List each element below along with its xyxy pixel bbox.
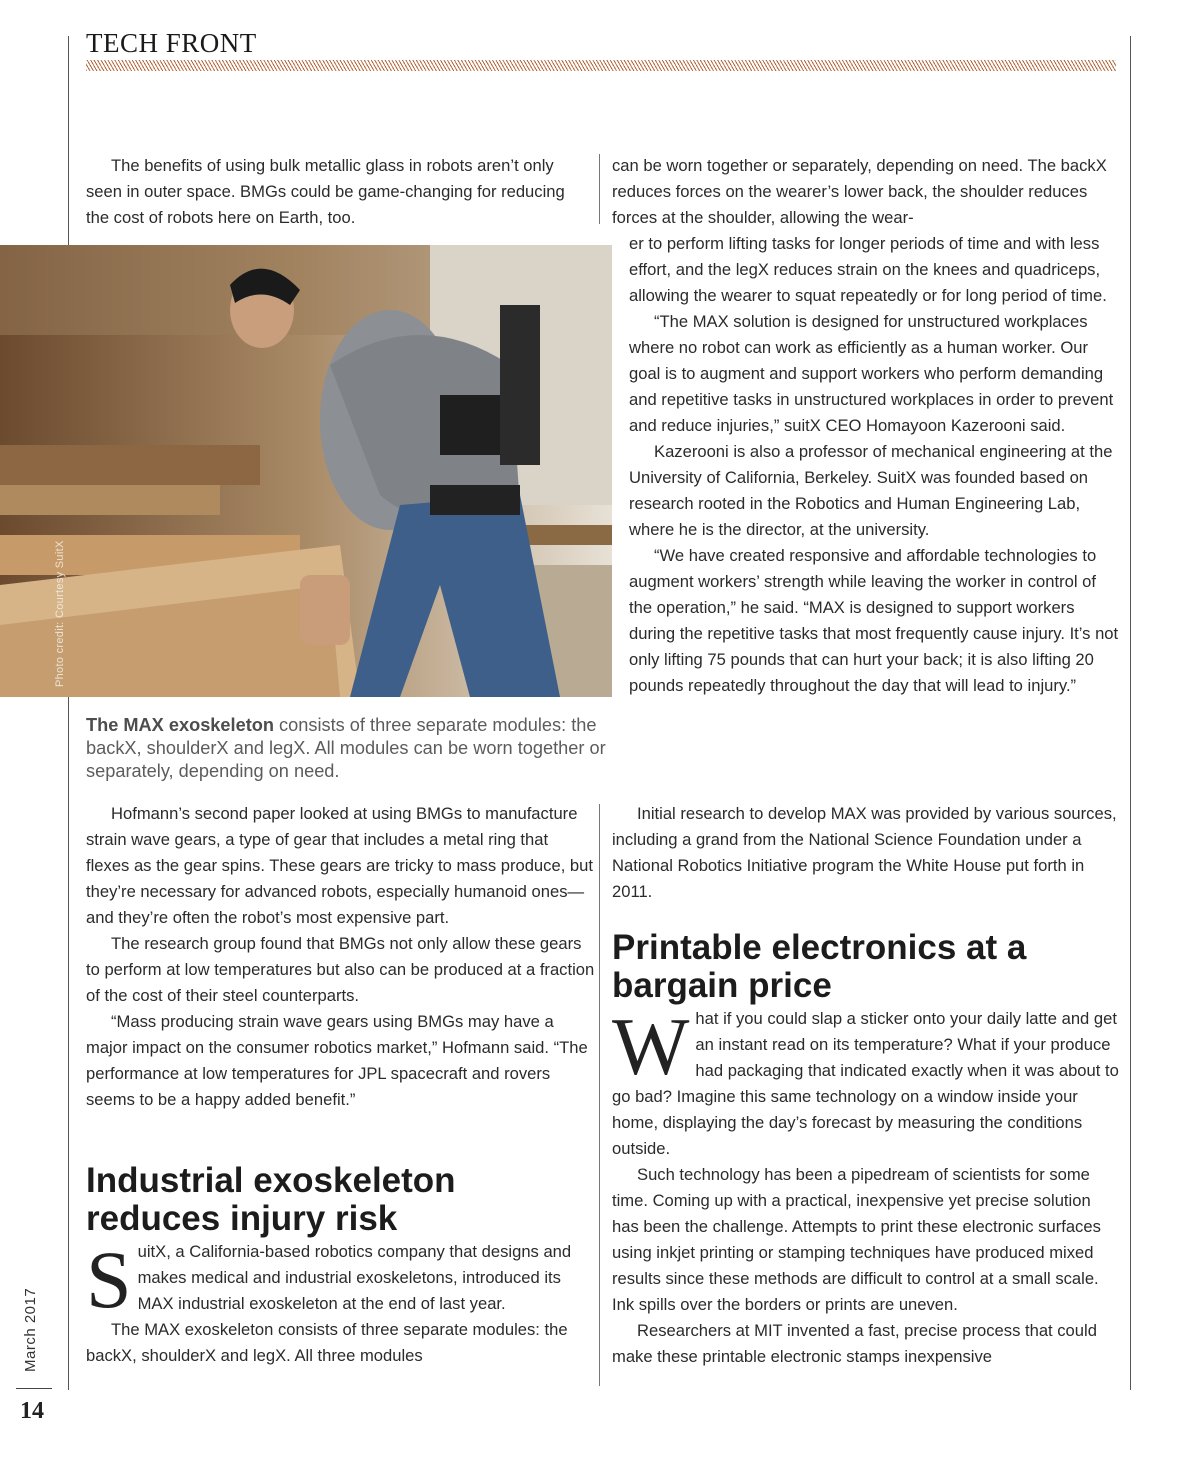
paragraph-text: uitX, a California-based robotics company that designs and makes medical and industrial exoskeletons, introduced its MAX industrial exoskeleton at the end of last year. — [137, 1242, 572, 1313]
electronics-heading: Printable electronics at a bargain price — [612, 928, 1027, 1005]
left-intro — [86, 153, 592, 231]
paragraph: can be worn together or separately, depending on need. The backX reduces forces on the wearer’s lower back, the shoulder reduces forces at the shoulder, allowing the wear- — [612, 156, 1107, 227]
page-number-rule — [16, 1388, 52, 1389]
right-margin-rule — [1130, 36, 1131, 1390]
paragraph: Initial research to develop MAX was provided by various sources, including a grand from the National Science Foundation under a National Robotics Initiative program the White House put forth in 2011. — [612, 804, 1117, 901]
left-margin-rule — [68, 36, 69, 1390]
left-body — [86, 801, 596, 1113]
caption-text: consists of three separate modules: the backX, shoulderX and legX. All modules can be worn together or separately, depending on need. — [86, 715, 606, 781]
paragraph: The research group found that BMGs not only allow these gears to perform at low temperatures but also can be produced at a fraction of the cost of their steel counterparts. — [86, 934, 595, 1005]
right-article — [612, 1001, 1120, 1370]
column-divider — [599, 804, 600, 1386]
paragraph: “We have created responsive and affordable technologies to augment workers’ strength while leaving the worker in control of the operation,” he said. “MAX is designed to support workers during the repetitive tasks that most frequently cause injury. It’s not only lifting 75 pounds that can hurt your back; it is also lifting 20 pounds repeatedly throughout the day that will lead to injury.” — [629, 546, 1119, 695]
paragraph: Kazerooni is also a professor of mechanical engineering at the University of California, Berkeley. SuitX was founded based on research rooted in the Robotics and Human Engineering Lab, where he is the director, at the university. — [629, 442, 1113, 539]
section-title: TECH FRONT — [86, 28, 257, 58]
photo-illustration — [0, 245, 612, 697]
drop-cap-paragraph — [612, 1001, 1120, 1162]
drop-cap: S — [86, 1234, 132, 1325]
paragraph: “The MAX solution is designed for unstructured workplaces where no robot can work as efficiently as a human worker. Our goal is to augment and support workers who perform demanding and repetitive tasks in unstructured workplaces in order to prevent and reduce injuries,” suitX CEO Homayoon Kazerooni said. — [629, 312, 1114, 435]
drop-cap-paragraph — [86, 1234, 592, 1325]
right-mid — [629, 231, 1120, 699]
left-article — [86, 1234, 592, 1369]
photo-credit: Photo credit: Courtesy SuitX — [54, 540, 66, 687]
paragraph-text: hat if you could slap a sticker onto your daily latte and get an instant read on its temperature? What if your produce had packaging that indicated exactly when it was about to go bad? Imagine this same technology on a window inside your home, displaying the day’s forecast by measuring the conditions outside. — [612, 1009, 1119, 1158]
paragraph: Researchers at MIT invented a fast, precise process that could make these printable electronic stamps inexpensive — [612, 1321, 1097, 1366]
paragraph: The MAX exoskeleton consists of three separate modules: the backX, shoulderX and legX. All three modules — [86, 1320, 568, 1365]
paragraph: er to perform lifting tasks for longer periods of time and with less effort, and the legX reduces strain on the knees and quadriceps, allowing the wearer to squat repeatedly or for long period of time. — [629, 234, 1107, 305]
column-divider — [599, 154, 600, 224]
paragraph: “Mass producing strain wave gears using BMGs may have a major impact on the consumer robotics market,” Hofmann said. “The performance at low temperatures for JPL spacecraft and rovers seems to be a happy added benefit.” — [86, 1012, 588, 1109]
issue-date: March 2017 — [22, 1287, 39, 1372]
drop-cap: W — [612, 1001, 690, 1092]
intro-paragraph: The benefits of using bulk metallic glass in robots aren’t only seen in outer space. BMGs could be game-changing for reducing the cost of robots here on Earth, too. — [86, 156, 565, 227]
right-lower — [612, 801, 1120, 905]
caption-lead: The MAX exoskeleton — [86, 715, 274, 735]
right-top — [612, 153, 1120, 231]
paragraph: Such technology has been a pipedream of scientists for some time. Coming up with a practical, inexpensive yet precise solution has been the challenge. Attempts to print these electronic surfaces using inkjet printing or stamping techniques have produced mixed results since these methods are difficult to control at a small scale. Ink spills over the borders or prints are uneven. — [612, 1165, 1101, 1314]
exoskeleton-heading: Industrial exoskeleton reduces injury risk — [86, 1161, 456, 1238]
page-number: 14 — [20, 1398, 44, 1424]
paragraph: Hofmann’s second paper looked at using BMGs to manufacture strain wave gears, a type of gear that includes a metal ring that flexes as the gear spins. These gears are tricky to mass produce, but they’re necessary for advanced robots, especially humanoid ones—and they’re often the robot’s most expensive part. — [86, 804, 593, 927]
header-hatch-rule — [86, 60, 1116, 71]
exoskeleton-photo — [0, 245, 612, 697]
photo-caption — [86, 714, 616, 783]
